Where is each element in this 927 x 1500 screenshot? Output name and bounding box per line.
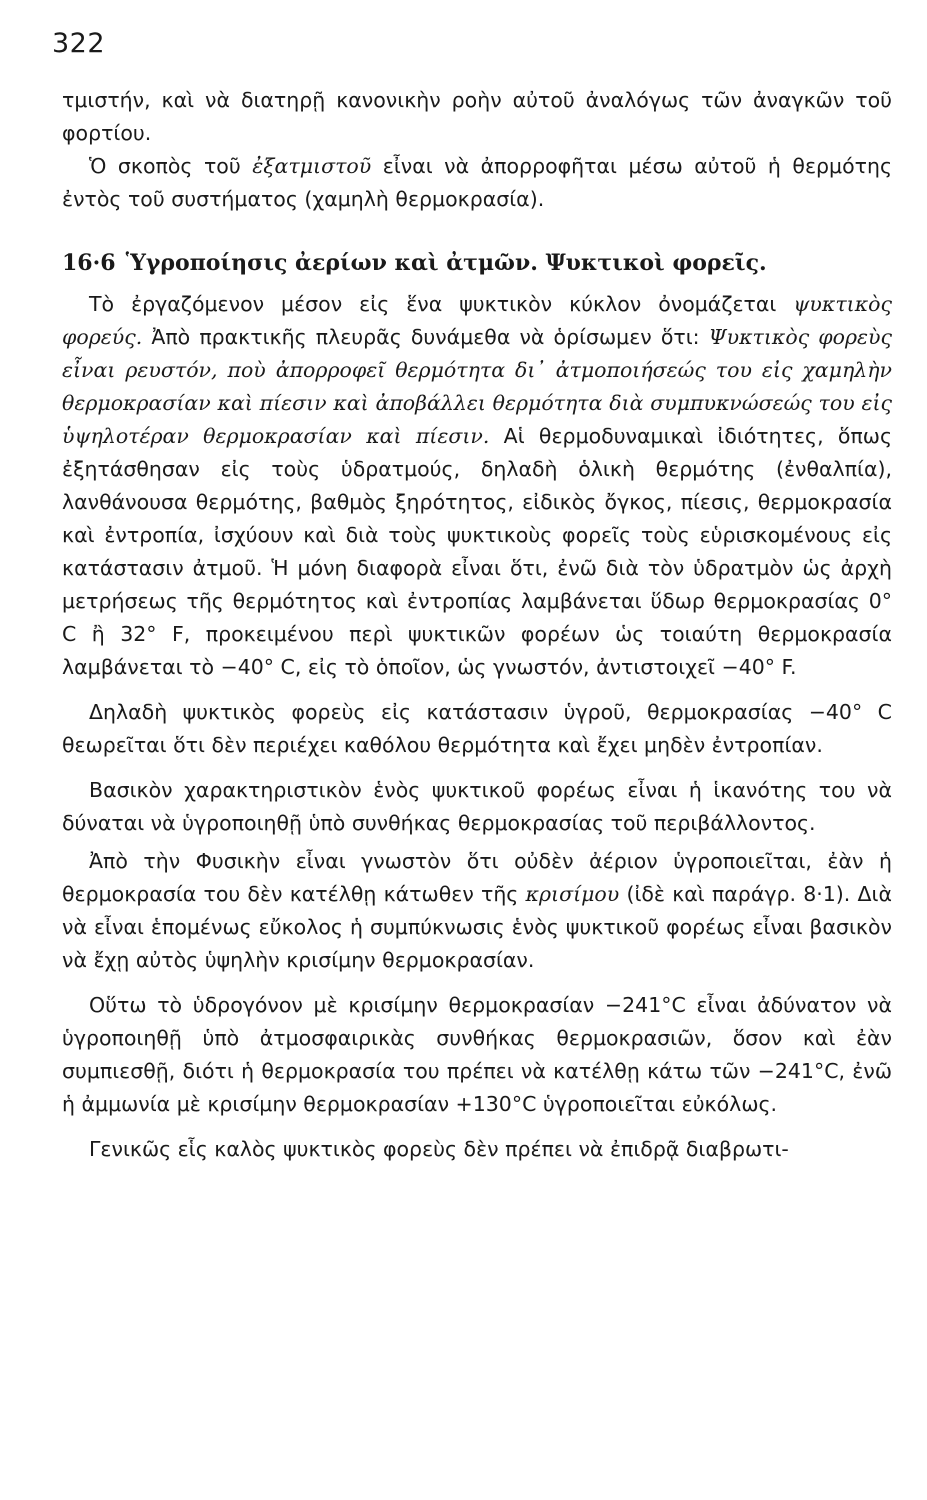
text-run: Αἱ θερμοδυναμικαὶ ἰδιότητες, ὅπως ἐξητάσθησαν εἰς τοὺς ὑδρατμούς, δηλαδὴ ὁλικὴ θερμότης (ἐνθαλπία), λανθάνουσα θερμότης, βαθμὸς ξηρότητος, εἰδικὸς ὄγκος, πίεσις, θερμοκρασία καὶ ἐντροπία, ἰσχύουν καὶ διὰ τοὺς ψυκτικοὺς φορεῖς τοὺς εὑρισκομένους εἰς κατάστασιν ἀτμοῦ. Ἡ μόνη διαφορὰ εἶναι ὅτι, ἐνῶ διὰ τὸν ὑδρατμὸν ὡς ἀρχὴ μετρήσεως τῆς θερμότητος καὶ ἐντροπίας λαμβάνεται ὕδωρ θερμοκρασίας 0° C ἢ 32° F, προκειμένου περὶ ψυκτικῶν φορέων ὡς τοιαύτη θερμοκρασία λαμβάνεται τὸ −40° C, εἰς τὸ ὁποῖον, ὡς γνωστόν, ἀντιστοιχεῖ −40° F.	[62, 424, 892, 679]
section-heading	[62, 246, 892, 280]
paragraph-evaporator	[62, 150, 892, 216]
text-run: (ἰδὲ καὶ παράγρ. 8·1). Διὰ νὰ εἶναι ἑπομένως εὔκολος ἡ συμπύκνωσις ἑνὸς ψυκτικοῦ φορέως εἶναι βασικὸν νὰ ἔχῃ αὐτὸς ὑψηλὴν κρισίμην θερμοκρασίαν.	[62, 882, 892, 972]
italic-term-critical: κρισίμου	[525, 882, 620, 906]
paragraph-hydrogen-ammonia: Οὕτω τὸ ὑδρογόνον μὲ κρισίμην θερμοκρασίαν −241°C εἶναι ἀδύνατον νὰ ὑγροποιηθῇ ὑπὸ ἀτμοσφαιρικὰς συνθήκας θερμοκρασιῶν, ὅσον καὶ ἐὰν συμπιεσθῇ, διότι ἡ θερμοκρασία του πρέπει νὰ κατέλθῃ κάτω τῶν −241°C, ἐνῶ ἡ ἀμμωνία μὲ κρισίμην θερμοκρασίαν +130°C ὑγροποιεῖται εὐκόλως.	[62, 993, 892, 1116]
paragraph-critical-temperature	[62, 845, 892, 977]
italic-term-evaporator: ἐξατμιστοῦ	[252, 154, 372, 178]
paragraph-liquid-state: Δηλαδὴ ψυκτικὸς φορεὺς εἰς κατάστασιν ὑγροῦ, θερμοκρασίας −40° C θεωρεῖται ὅτι δὲν περιέχει καθόλου θερμότητα καὶ ἔχει μηδὲν ἐντροπίαν.	[62, 700, 892, 757]
text-run: εἶναι νὰ ἀπορροφῆται μέσω αὐτοῦ ἡ θερμότης ἐντὸς τοῦ συστήματος (χαμηλὴ θερμοκρασία).	[62, 154, 892, 211]
text-run: Ἀπὸ πρακτικῆς πλευρᾶς δυνάμεθα νὰ ὁρίσωμεν ὅτι:	[142, 325, 709, 349]
paragraph-refrigerants	[62, 288, 892, 684]
italic-definition: Ψυκτικὸς φορεὺς εἶναι ρευστόν, ποὺ ἀπορροφεῖ θερμότητα δι᾽ ἀτμοποιήσεώς του εἰς χαμηλὴν θερμοκρασίαν καὶ πίεσιν καὶ ἀποβάλλει θερμότητα διὰ συμπυκνώσεώς του εἰς ὑψηλοτέραν θερμοκρασίαν καὶ πίεσιν.	[62, 325, 892, 448]
paragraph-generally: Γενικῶς εἷς καλὸς ψυκτικὸς φορεὺς δὲν πρέπει νὰ ἐπιδρᾷ διαβρωτι-	[89, 1137, 789, 1161]
paragraph-continuation: τμιστήν, καὶ νὰ διατηρῇ κανονικὴν ροὴν αὐτοῦ ἀναλόγως τῶν ἀναγκῶν τοῦ φορτίου.	[62, 88, 892, 145]
text-run: Ἀπὸ τὴν Φυσικὴν εἶναι γνωστὸν ὅτι οὐδὲν ἀέριον ὑγροποιεῖται, ἐὰν ἡ θερμοκρασία του δὲν κατέλθῃ κάτωθεν τῆς	[62, 849, 892, 906]
text-run: Ὁ σκοπὸς τοῦ	[89, 154, 253, 178]
section-title: Ὑγροποίησις ἀερίων καὶ ἀτμῶν. Ψυκτικοὶ φορεῖς.	[125, 250, 767, 276]
body-text	[62, 84, 892, 1166]
paragraph-basic-property: Βασικὸν χαρακτηριστικὸν ἑνὸς ψυκτικοῦ φορέως εἶναι ἡ ἱκανότης του νὰ δύναται νὰ ὑγροποιηθῇ ὑπὸ συνθήκας θερμοκρασίας τοῦ περιβάλλοντος.	[62, 778, 892, 835]
italic-term-refrigerant: ψυκτικὸς φορεύς.	[62, 292, 892, 349]
page-number: 322	[52, 28, 106, 59]
section-number: 16·6	[62, 250, 116, 276]
text-run: Τὸ ἐργαζόμενον μέσον εἰς ἕνα ψυκτικὸν κύκλον ὀνομάζεται	[89, 292, 794, 316]
